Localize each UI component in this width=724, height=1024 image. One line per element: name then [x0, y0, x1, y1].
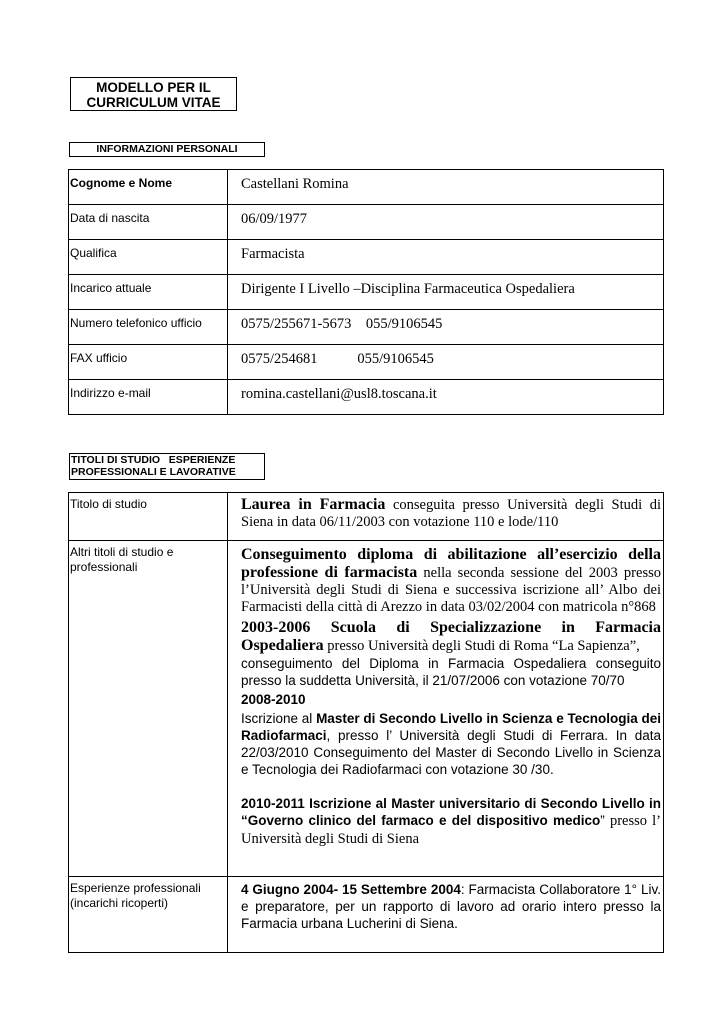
row-value-qualification: Farmacista — [228, 240, 664, 275]
table-row — [69, 205, 664, 240]
row-label-email: Indirizzo e-mail — [69, 380, 228, 415]
master-radiofarmaci-details: , presso l’ Università degli Studi di Ferrara. In data 22/03/2010 Conseguimento del Master di Secondo Livello in Scienza e Tecnologia dei Radiofarmaci con votazione 30 /30. — [241, 728, 661, 777]
row-label-current-role: Incarico attuale — [69, 275, 228, 310]
studies-section-label-line2: PROFESSIONALI E LAVORATIVE — [71, 466, 236, 478]
master-governo-clinico-details: presso l’ Università degli Studi di Siena — [241, 813, 661, 847]
studies-table — [68, 492, 664, 953]
row-label-birthdate: Data di nascita — [69, 205, 228, 240]
row-value-email: romina.castellani@usl8.toscana.it — [228, 380, 664, 415]
table-row — [69, 240, 664, 275]
master-governo-clinico-quote: ” — [600, 813, 605, 828]
specializzazione-diploma: conseguimento del Diploma in Farmacia Ospedaliera conseguito presso la suddetta Università, il 21/07/2006 con votazione 70/70 — [241, 656, 661, 688]
table-row — [69, 493, 664, 541]
table-row — [69, 345, 664, 380]
studies-section-label — [69, 453, 265, 480]
master-radiofarmaci-prefix: Iscrizione al — [241, 711, 317, 726]
specializzazione-title: 2003-2006 Scuola di Specializzazione in Farmacia Ospedaliera — [241, 619, 661, 654]
row-value-degree — [228, 493, 664, 541]
row-value-fax: 0575/254681 055/9106545 — [228, 345, 664, 380]
specializzazione-details: presso Università degli Studi di Roma “La Sapienza”, — [323, 638, 640, 654]
row-label-phone: Numero telefonico ufficio — [69, 310, 228, 345]
table-row — [69, 275, 664, 310]
abilitazione-title: Conseguimento diploma di abilitazione all’esercizio della professione di farmacista — [241, 546, 661, 581]
table-row — [69, 877, 664, 953]
table-row — [69, 541, 664, 877]
cv-title-line2: CURRICULUM VITAE — [86, 95, 221, 110]
cv-title-line1: MODELLO PER IL — [96, 80, 211, 95]
row-label-other-titles: Altri titoli di studio e professionali — [69, 541, 228, 877]
table-row — [69, 170, 664, 205]
row-label-degree: Titolo di studio — [69, 493, 228, 541]
experience-label-line1: Esperienze professionali — [70, 881, 201, 895]
personal-info-section-label: INFORMAZIONI PERSONALI — [69, 142, 265, 157]
row-value-experience — [228, 877, 664, 953]
table-row — [69, 310, 664, 345]
row-label-name: Cognome e Nome — [69, 170, 228, 205]
experience-dates: 4 Giugno 2004- 15 Settembre 2004 — [241, 882, 461, 897]
row-value-current-role: Dirigente I Livello –Disciplina Farmaceutica Ospedaliera — [228, 275, 664, 310]
row-label-experience — [69, 877, 228, 953]
table-row — [69, 380, 664, 415]
experience-details: : Farmacista Collaboratore 1° Liv. e preparatore, per un rapporto di lavoro ad orario intero presso la Farmacia urbana Lucherini di Siena. — [241, 882, 661, 931]
row-value-name: Castellani Romina — [228, 170, 664, 205]
row-value-birthdate: 06/09/1977 — [228, 205, 664, 240]
row-label-qualification: Qualifica — [69, 240, 228, 275]
personal-info-table — [68, 169, 664, 415]
degree-title: Laurea in Farmacia — [241, 496, 386, 513]
row-value-phone: 0575/255671-5673 055/9106545 — [228, 310, 664, 345]
master-governo-clinico-title: 2010-2011 Iscrizione al Master universitario di Secondo Livello in “Governo clinico del farmaco e del dispositivo medico — [241, 796, 661, 828]
abilitazione-details: nella seconda sessione del 2003 presso l’Università degli Studi di Siena e successiva iscrizione all’ Albo dei Farmacisti della città di Arezzo in data 03/02/2004 con matricola n°868 — [241, 565, 661, 615]
row-value-other-titles — [228, 541, 664, 877]
cv-title — [70, 77, 237, 111]
master-radiofarmaci-years: 2008-2010 — [241, 692, 306, 707]
studies-section-label-line1: TITOLI DI STUDIO ESPERIENZE — [71, 454, 236, 466]
experience-label-line2: (incarichi ricoperti) — [70, 896, 169, 910]
master-radiofarmaci-title: Master di Secondo Livello in Scienza e Tecnologia dei Radiofarmaci — [241, 711, 661, 743]
degree-details: conseguita presso Università degli Studi di Siena in data 06/11/2003 con votazione 110 e lode/110 — [241, 497, 661, 530]
row-label-fax: FAX ufficio — [69, 345, 228, 380]
